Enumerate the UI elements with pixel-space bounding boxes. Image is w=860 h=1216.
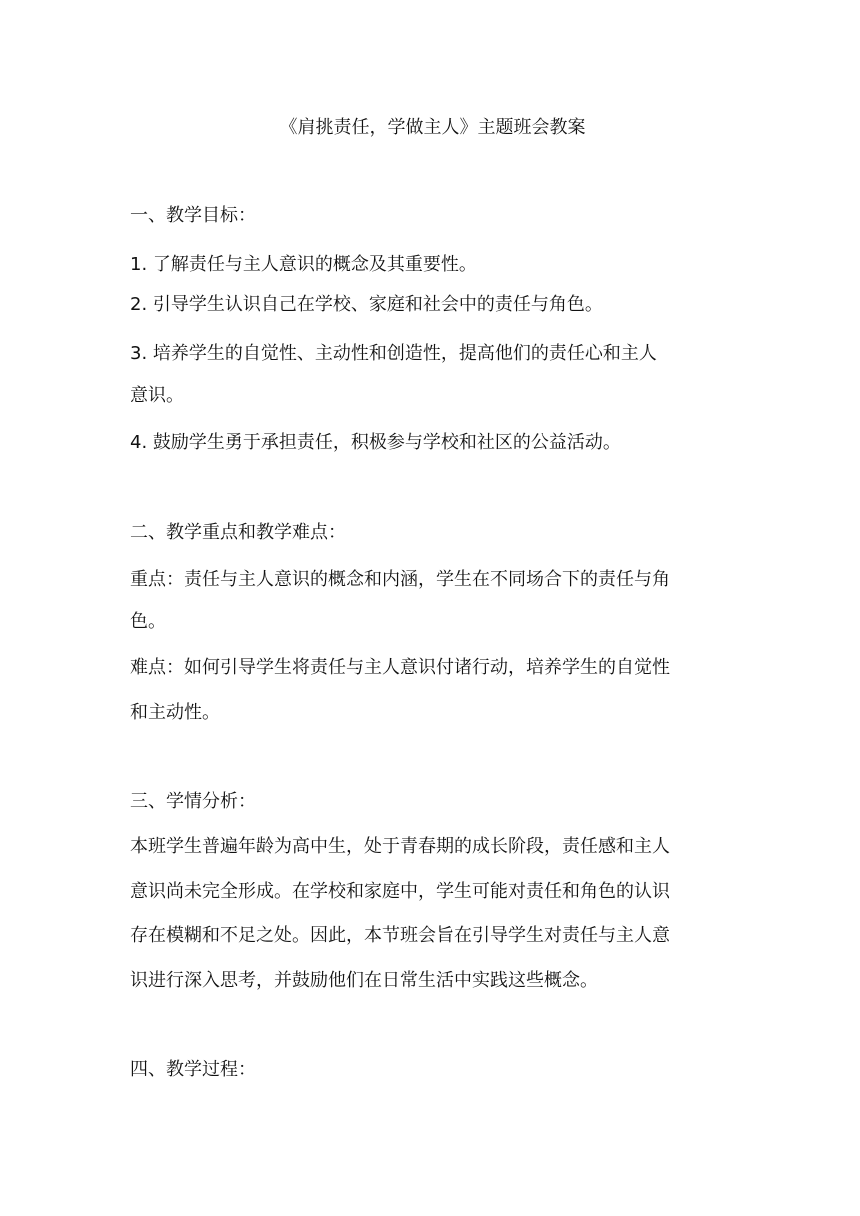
document-title: 《肩挑责任，学做主人》主题班会教案 xyxy=(279,117,586,138)
difficult-point-text-continued: 和主动性。 xyxy=(130,702,220,723)
analysis-paragraph-line-1: 本班学生普遍年龄为高中生，处于青春期的成长阶段，责任感和主人 xyxy=(130,836,670,857)
section-heading-analysis: 三、学情分析： xyxy=(130,791,256,812)
objective-item-3: 3. 培养学生的自觉性、主动性和创造性，提高他们的责任心和主人 xyxy=(130,343,657,364)
key-point-text: 重点：责任与主人意识的概念和内涵，学生在不同场合下的责任与角 xyxy=(130,569,670,590)
section-heading-key-points: 二、教学重点和教学难点： xyxy=(130,522,346,543)
section-heading-process: 四、教学过程： xyxy=(130,1059,256,1080)
difficult-point-text: 难点：如何引导学生将责任与主人意识付诸行动，培养学生的自觉性 xyxy=(130,657,670,678)
key-point-text-continued: 色。 xyxy=(130,611,166,632)
analysis-paragraph-line-2: 意识尚未完全形成。在学校和家庭中，学生可能对责任和角色的认识 xyxy=(130,881,670,902)
objective-item-1: 1. 了解责任与主人意识的概念及其重要性。 xyxy=(130,254,477,275)
section-heading-objectives: 一、教学目标： xyxy=(130,205,256,226)
analysis-paragraph-line-3: 存在模糊和不足之处。因此，本节班会旨在引导学生对责任与主人意 xyxy=(130,925,670,946)
objective-item-2: 2. 引导学生认识自己在学校、家庭和社会中的责任与角色。 xyxy=(130,294,603,315)
analysis-paragraph-line-4: 识进行深入思考，并鼓励他们在日常生活中实践这些概念。 xyxy=(130,970,598,991)
objective-item-4: 4. 鼓励学生勇于承担责任，积极参与学校和社区的公益活动。 xyxy=(130,432,621,453)
objective-item-3-continued: 意识。 xyxy=(130,385,184,406)
